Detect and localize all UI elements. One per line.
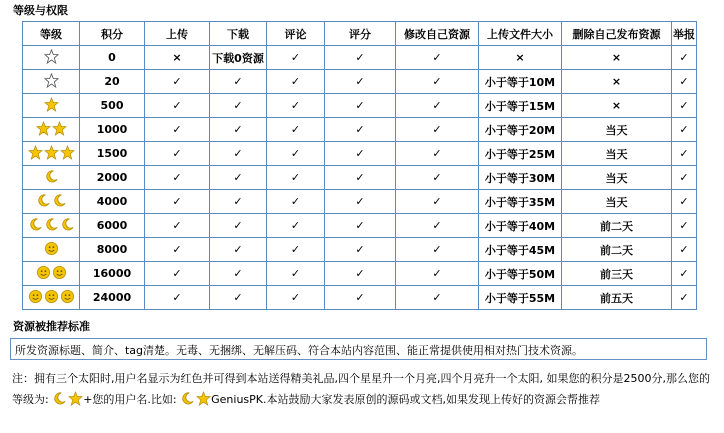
download-cell: 下载0资源 (210, 46, 267, 70)
upload-cell: ✓ (145, 262, 210, 286)
download-cell: ✓ (210, 286, 267, 310)
moon-icon (52, 193, 67, 208)
recommend-standard-box (10, 338, 707, 360)
delete-cell: × (562, 46, 672, 70)
upload-size-cell: 小于等于40M (479, 214, 562, 238)
points-cell: 8000 (80, 238, 145, 262)
delete-cell: 当天 (562, 118, 672, 142)
points-cell: 2000 (80, 166, 145, 190)
level-icons (28, 289, 75, 304)
moon-icon (60, 217, 75, 232)
points-cell: 1500 (80, 142, 145, 166)
table-row (23, 214, 697, 238)
comment-cell: ✓ (267, 94, 325, 118)
recommend-section-title: 资源被推荐标准 (13, 320, 90, 333)
sun-icon (28, 289, 43, 304)
star-icon (68, 391, 83, 406)
table-row (23, 70, 697, 94)
upload-cell: ✓ (145, 190, 210, 214)
upload-size-cell: 小于等于15M (479, 94, 562, 118)
modify-cell: ✓ (396, 214, 479, 238)
example-user-icons (180, 391, 211, 406)
level-icons (44, 241, 59, 256)
rate-cell: ✓ (325, 214, 396, 238)
download-cell: ✓ (210, 262, 267, 286)
delete-cell: 当天 (562, 190, 672, 214)
table-row (23, 166, 697, 190)
star-icon (28, 145, 43, 160)
level-icons (44, 73, 59, 88)
comment-cell: ✓ (267, 142, 325, 166)
sun-icon (52, 265, 67, 280)
delete-cell: 前二天 (562, 214, 672, 238)
report-cell: ✓ (672, 118, 697, 142)
report-cell: ✓ (672, 238, 697, 262)
comment-cell: ✓ (267, 238, 325, 262)
modify-cell: ✓ (396, 238, 479, 262)
upload-cell: ✓ (145, 166, 210, 190)
rate-cell: ✓ (325, 118, 396, 142)
star-outline-icon (44, 49, 59, 64)
rate-cell: ✓ (325, 142, 396, 166)
points-cell: 500 (80, 94, 145, 118)
star-icon (44, 97, 59, 112)
upload-cell: ✓ (145, 70, 210, 94)
level-icons (36, 265, 67, 280)
level-cell (23, 286, 80, 310)
sun-icon (36, 265, 51, 280)
level-cell (23, 214, 80, 238)
modify-cell: ✓ (396, 94, 479, 118)
table-row (23, 190, 697, 214)
upload-size-cell: 小于等于20M (479, 118, 562, 142)
recommend-standard-text: 所发资源标题、简介、tag清楚。无毒、无捆绑、无解压码、符合本站内容范围、能正常提供使用相对热门技术资源。 (15, 344, 584, 357)
example-username: GeniusPK (211, 393, 264, 406)
points-cell: 20 (80, 70, 145, 94)
level-icons (28, 217, 75, 232)
download-cell: ✓ (210, 166, 267, 190)
upload-cell: ✓ (145, 238, 210, 262)
moon-icon (36, 193, 51, 208)
upload-size-cell: 小于等于50M (479, 262, 562, 286)
header-report: 举报 (672, 22, 697, 46)
header-download: 下载 (210, 22, 267, 46)
points-cell: 1000 (80, 118, 145, 142)
level-cell (23, 46, 80, 70)
level-icons (28, 145, 75, 160)
header-upload: 上传 (145, 22, 210, 46)
rate-cell: ✓ (325, 286, 396, 310)
moon-icon (44, 169, 59, 184)
permissions-section-title: 等级与权限 (13, 4, 68, 17)
points-cell: 16000 (80, 262, 145, 286)
delete-cell: 前五天 (562, 286, 672, 310)
level-cell (23, 70, 80, 94)
rate-cell: ✓ (325, 94, 396, 118)
level-cell (23, 94, 80, 118)
upload-size-cell: 小于等于25M (479, 142, 562, 166)
modify-cell: ✓ (396, 70, 479, 94)
upload-size-cell: × (479, 46, 562, 70)
star-icon (44, 145, 59, 160)
star-icon (196, 391, 211, 406)
delete-cell: × (562, 94, 672, 118)
level-cell (23, 190, 80, 214)
level-icons (44, 49, 59, 64)
level-icons (44, 169, 59, 184)
upload-size-cell: 小于等于30M (479, 166, 562, 190)
header-upload-size: 上传文件大小 (479, 22, 562, 46)
download-cell: ✓ (210, 214, 267, 238)
report-cell: ✓ (672, 190, 697, 214)
table-row (23, 238, 697, 262)
level-cell (23, 118, 80, 142)
rate-cell: ✓ (325, 238, 396, 262)
report-cell: ✓ (672, 94, 697, 118)
delete-cell: 前二天 (562, 238, 672, 262)
upload-cell: ✓ (145, 214, 210, 238)
table-row (23, 286, 697, 310)
moon-icon (44, 217, 59, 232)
delete-cell: × (562, 70, 672, 94)
upload-cell: × (145, 46, 210, 70)
modify-cell: ✓ (396, 190, 479, 214)
comment-cell: ✓ (267, 166, 325, 190)
report-cell: ✓ (672, 46, 697, 70)
table-row (23, 46, 697, 70)
modify-cell: ✓ (396, 262, 479, 286)
level-icons (44, 97, 59, 112)
moon-icon (180, 391, 195, 406)
report-cell: ✓ (672, 262, 697, 286)
header-delete: 删除自己发布资源 (562, 22, 672, 46)
upload-size-cell: 小于等于35M (479, 190, 562, 214)
level-icons (36, 193, 67, 208)
report-cell: ✓ (672, 286, 697, 310)
modify-cell: ✓ (396, 118, 479, 142)
note-text-3: .本站鼓励大家发表原创的源码或文档,如果发现上传好的资源会帮推荐 (263, 393, 601, 406)
report-cell: ✓ (672, 166, 697, 190)
example-level-icons (52, 391, 83, 406)
upload-cell: ✓ (145, 118, 210, 142)
report-cell: ✓ (672, 70, 697, 94)
header-points: 积分 (80, 22, 145, 46)
download-cell: ✓ (210, 70, 267, 94)
modify-cell: ✓ (396, 166, 479, 190)
rate-cell: ✓ (325, 46, 396, 70)
upload-size-cell: 小于等于55M (479, 286, 562, 310)
star-outline-icon (44, 73, 59, 88)
delete-cell: 前三天 (562, 262, 672, 286)
comment-cell: ✓ (267, 46, 325, 70)
sun-icon (44, 241, 59, 256)
table-header-row (23, 22, 697, 46)
star-icon (36, 121, 51, 136)
rate-cell: ✓ (325, 190, 396, 214)
download-cell: ✓ (210, 118, 267, 142)
note-text-1: 注：拥有三个太阳时,用户名显示为红色并可得到本站送得精美礼品,四个星星升一个月亮,四个月亮升一个太阳, 如果您的积分是2500分,那么您的等级为: (12, 372, 710, 406)
header-comment: 评论 (267, 22, 325, 46)
upload-size-cell: 小于等于45M (479, 238, 562, 262)
table-row (23, 142, 697, 166)
rate-cell: ✓ (325, 70, 396, 94)
table-row (23, 262, 697, 286)
comment-cell: ✓ (267, 70, 325, 94)
comment-cell: ✓ (267, 190, 325, 214)
download-cell: ✓ (210, 190, 267, 214)
rate-cell: ✓ (325, 262, 396, 286)
level-cell (23, 166, 80, 190)
comment-cell: ✓ (267, 214, 325, 238)
level-cell (23, 238, 80, 262)
upload-cell: ✓ (145, 142, 210, 166)
header-rate: 评分 (325, 22, 396, 46)
header-modify: 修改自己资源 (396, 22, 479, 46)
comment-cell: ✓ (267, 262, 325, 286)
report-cell: ✓ (672, 142, 697, 166)
header-level: 等级 (23, 22, 80, 46)
delete-cell: 当天 (562, 142, 672, 166)
upload-cell: ✓ (145, 286, 210, 310)
download-cell: ✓ (210, 142, 267, 166)
points-cell: 6000 (80, 214, 145, 238)
upload-size-cell: 小于等于10M (479, 70, 562, 94)
star-icon (52, 121, 67, 136)
level-cell (23, 142, 80, 166)
table-row (23, 118, 697, 142)
level-cell (23, 262, 80, 286)
sun-icon (44, 289, 59, 304)
upload-cell: ✓ (145, 94, 210, 118)
note-text-2: +您的用户名.比如: (83, 393, 177, 406)
note-paragraph (12, 368, 712, 410)
moon-icon (28, 217, 43, 232)
comment-cell: ✓ (267, 118, 325, 142)
star-icon (60, 145, 75, 160)
points-cell: 4000 (80, 190, 145, 214)
modify-cell: ✓ (396, 46, 479, 70)
download-cell: ✓ (210, 238, 267, 262)
moon-icon (52, 391, 67, 406)
modify-cell: ✓ (396, 142, 479, 166)
download-cell: ✓ (210, 94, 267, 118)
level-permissions-table (22, 21, 697, 310)
points-cell: 24000 (80, 286, 145, 310)
delete-cell: 当天 (562, 166, 672, 190)
sun-icon (60, 289, 75, 304)
rate-cell: ✓ (325, 166, 396, 190)
comment-cell: ✓ (267, 286, 325, 310)
table-row (23, 94, 697, 118)
level-icons (36, 121, 67, 136)
points-cell: 0 (80, 46, 145, 70)
report-cell: ✓ (672, 214, 697, 238)
modify-cell: ✓ (396, 286, 479, 310)
